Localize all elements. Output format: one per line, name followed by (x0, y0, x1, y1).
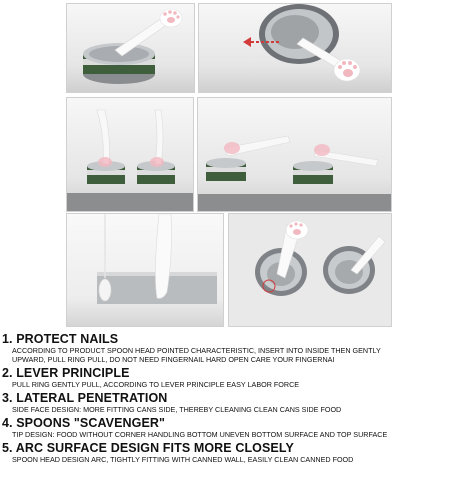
lateral-illustration (67, 98, 193, 211)
feature-title: 2. LEVER PRINCIPLE (2, 366, 130, 380)
photo-protect-nails (66, 3, 195, 93)
feature-item (2, 391, 465, 414)
paw-icon (160, 9, 182, 27)
feature-title: 3. LATERAL PENETRATION (2, 391, 168, 405)
photo-scavenger (197, 97, 392, 212)
feature-title: 5. ARC SURFACE DESIGN FITS MORE CLOSELY (2, 441, 294, 455)
scavenger-illustration (198, 98, 391, 211)
arc-surface-illustration (229, 214, 391, 326)
feature-item (2, 366, 465, 389)
feature-desc-line: SIDE FACE DESIGN: MORE FITTING CANS SIDE, THEREBY CLEANING CLEAN CANS SIDE FOOD (12, 405, 342, 414)
feature-desc-line: PULL RING GENTLY PULL, ACCORDING TO LEVER PRINCIPLE EASY LABOR FORCE (12, 380, 300, 389)
feature-list (2, 332, 465, 464)
feature-title: 4. SPOONS "SCAVENGER" (2, 416, 166, 430)
tip-design-illustration (67, 214, 223, 326)
photo-arc-surface (228, 213, 392, 327)
feature-desc-line: UPWARD, PULL RING PULL, DO NOT NEED FINGERNAIL HARD OPEN CARE YOUR FINGERNAI (12, 355, 335, 364)
spoon-lifting-ring-illustration (67, 4, 194, 92)
photo-lever-principle (198, 3, 392, 93)
feature-item (2, 332, 465, 364)
feature-item (2, 416, 465, 439)
feature-desc-line: ACCORDING TO PRODUCT SPOON HEAD POINTED CHARACTERISTIC, INSERT INTO INSIDE THEN GENTLY (12, 346, 381, 355)
lever-illustration (199, 4, 391, 92)
photo-tip-design (66, 213, 224, 327)
feature-desc-line: SPOON HEAD DESIGN ARC, TIGHTLY FITTING WITH CANNED WALL, EASILY CLEAN CANNED FOOD (12, 455, 354, 464)
feature-desc-line: TIP DESIGN: FOOD WITHOUT CORNER HANDLING BOTTOM UNEVEN BOTTOM SURFACE AND TOP SURFACE (12, 430, 388, 439)
paw-icon (334, 59, 360, 81)
photo-lateral-penetration (66, 97, 194, 212)
feature-title: 1. PROTECT NAILS (2, 332, 119, 346)
paw-icon (286, 221, 308, 239)
feature-item (2, 441, 465, 464)
